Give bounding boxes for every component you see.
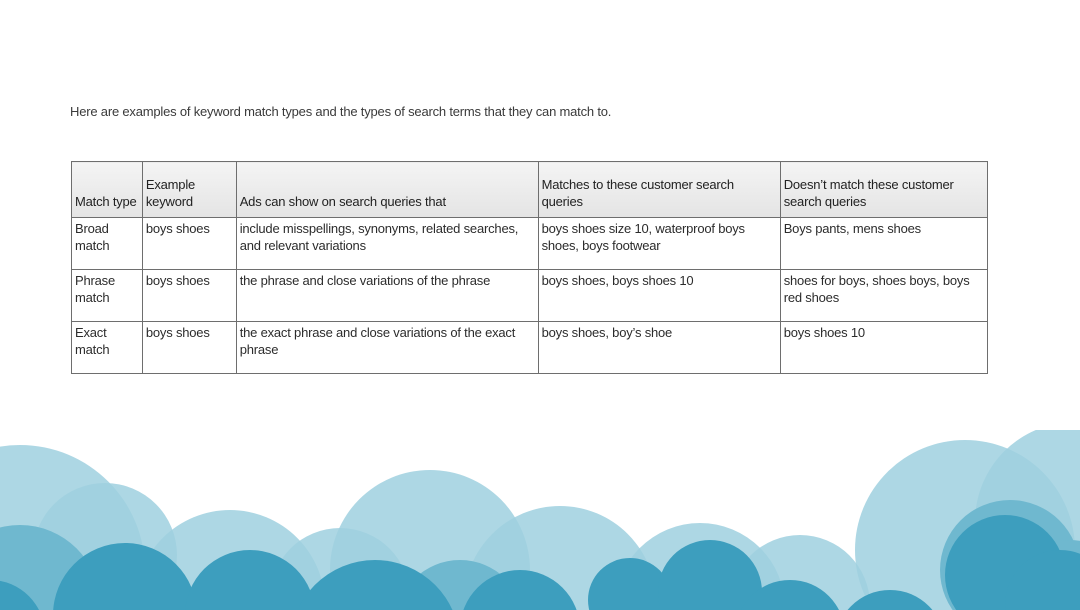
cloud-decoration (0, 430, 1080, 610)
cell-matches: boys shoes size 10, waterproof boys shoes, boys footwear (538, 218, 780, 270)
table-header-row (72, 162, 988, 218)
header-doesnt-match: Doesn’t match these customer search queries (780, 162, 987, 218)
table-row (72, 322, 988, 374)
cell-matches: boys shoes, boy’s shoe (538, 322, 780, 374)
cell-match-type: Broad match (72, 218, 143, 270)
cell-ads-can-show: the exact phrase and close variations of the exact phrase (236, 322, 538, 374)
cell-match-type: Exact match (72, 322, 143, 374)
cell-ads-can-show: include misspellings, synonyms, related searches, and relevant variations (236, 218, 538, 270)
cell-match-type: Phrase match (72, 270, 143, 322)
cell-example-keyword: boys shoes (142, 218, 236, 270)
table-row (72, 270, 988, 322)
cell-doesnt-match: Boys pants, mens shoes (780, 218, 987, 270)
cell-doesnt-match: boys shoes 10 (780, 322, 987, 374)
intro-text: Here are examples of keyword match types and the types of search terms that they can match to. (70, 104, 612, 119)
header-matches: Matches to these customer search queries (538, 162, 780, 218)
cell-matches: boys shoes, boys shoes 10 (538, 270, 780, 322)
table-row (72, 218, 988, 270)
header-example-keyword: Example keyword (142, 162, 236, 218)
header-ads-can-show: Ads can show on search queries that (236, 162, 538, 218)
cell-example-keyword: boys shoes (142, 322, 236, 374)
header-match-type: Match type (72, 162, 143, 218)
cell-example-keyword: boys shoes (142, 270, 236, 322)
match-types-table (71, 161, 988, 374)
cell-doesnt-match: shoes for boys, shoes boys, boys red shoes (780, 270, 987, 322)
cell-ads-can-show: the phrase and close variations of the phrase (236, 270, 538, 322)
